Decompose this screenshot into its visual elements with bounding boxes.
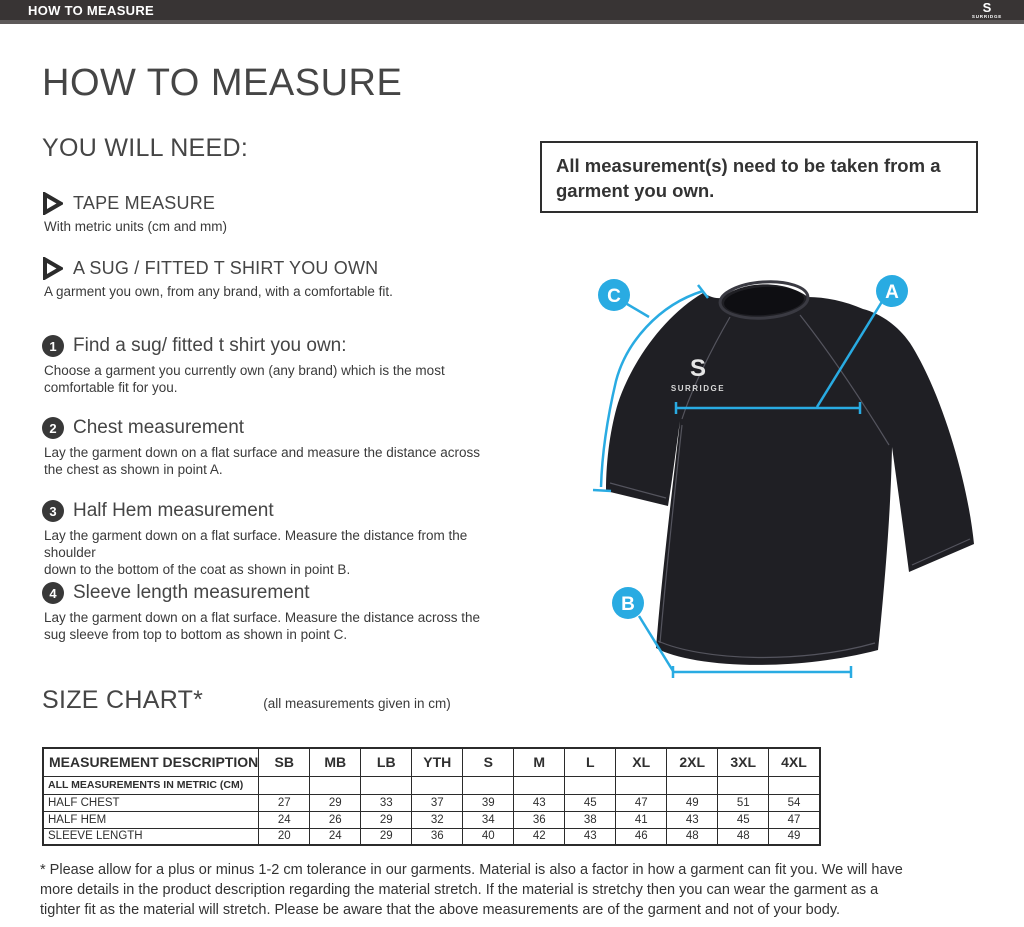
empty-cell: [259, 776, 310, 794]
empty-cell: [616, 776, 667, 794]
table-row: [43, 811, 820, 828]
size-chart-subheading: (all measurements given in cm): [263, 696, 451, 711]
row-label: HALF CHEST: [43, 794, 259, 811]
cell-value: 47: [769, 811, 820, 828]
need-item-shirt: [42, 257, 393, 299]
need-item-tape-measure: [42, 192, 227, 234]
surridge-logo-icon: [962, 1, 1012, 25]
step-title: Find a sug/ fitted t shirt you own:: [73, 335, 347, 356]
column-header: MEASUREMENT DESCRIPTION: [43, 748, 259, 776]
footnote: [40, 860, 1020, 920]
step-description-line: Lay the garment down on a flat surface. Measure the distance across the: [44, 610, 480, 625]
column-header: 3XL: [718, 748, 769, 776]
page-title: HOW TO MEASURE: [42, 62, 403, 104]
step-description-line: comfortable fit for you.: [44, 380, 178, 395]
column-header: YTH: [412, 748, 463, 776]
cell-value: 39: [463, 794, 514, 811]
empty-cell: [412, 776, 463, 794]
step-description-line: Lay the garment down on a flat surface and measure the distance across: [44, 445, 481, 460]
column-header: M: [514, 748, 565, 776]
column-header: L: [565, 748, 616, 776]
footnote-line: * Please allow for a plus or minus 1-2 cm tolerance in our garments. Material is also a factor in how a garment can fit you. We will have: [40, 862, 903, 878]
cell-value: 20: [259, 828, 310, 845]
need-item-description: A garment you own, from any brand, with a comfortable fit.: [44, 284, 393, 299]
step-number-badge: 1: [42, 335, 64, 357]
shirt-logo-mark: S: [689, 355, 707, 382]
step-description-line: Lay the garment down on a flat surface. Measure the distance from the shoulder: [44, 528, 468, 560]
cell-value: 40: [463, 828, 514, 845]
step-number-badge: 2: [42, 417, 64, 439]
measure-diagram: [570, 243, 1010, 693]
table-row: [43, 828, 820, 845]
point-b-label: B: [621, 594, 635, 615]
need-item-label: A SUG / FITTED T SHIRT YOU OWN: [73, 258, 379, 278]
cell-value: 42: [514, 828, 565, 845]
cell-value: 27: [259, 794, 310, 811]
cell-value: 49: [667, 794, 718, 811]
top-bar: [0, 0, 1024, 24]
step-description-line: sug sleeve from top to bottom as shown in point C.: [44, 627, 348, 642]
empty-cell: [565, 776, 616, 794]
surridge-logo-wordmark: SURRIDGE: [971, 14, 1003, 19]
empty-cell: [514, 776, 565, 794]
cell-value: 37: [412, 794, 463, 811]
pointer-line-c: [627, 304, 649, 317]
cell-value: 46: [616, 828, 667, 845]
cell-value: 45: [718, 811, 769, 828]
step-title: Chest measurement: [73, 417, 245, 438]
cell-value: 43: [514, 794, 565, 811]
cell-value: 36: [412, 828, 463, 845]
callout-line: All measurement(s) need to be taken from a: [556, 155, 941, 176]
empty-cell: [769, 776, 820, 794]
step-number-badge: 3: [42, 500, 64, 522]
triangle-bullet-icon: [42, 192, 63, 215]
column-header: 4XL: [769, 748, 820, 776]
top-bar-title: HOW TO MEASURE: [28, 2, 155, 18]
cell-value: 45: [565, 794, 616, 811]
cell-value: 34: [463, 811, 514, 828]
cell-value: 48: [718, 828, 769, 845]
size-chart-table: [42, 747, 821, 846]
footnote-line: tighter fit as the material will stretch. Please be aware that the above measurements are of the garment and not of your body.: [40, 902, 841, 918]
table-note-row: [43, 776, 820, 794]
column-header: LB: [361, 748, 412, 776]
cell-value: 51: [718, 794, 769, 811]
column-header: SB: [259, 748, 310, 776]
cell-value: 43: [565, 828, 616, 845]
empty-cell: [667, 776, 718, 794]
shirt-logo-wordmark: SURRIDGE: [670, 384, 726, 393]
step-1: [42, 335, 522, 396]
note-cell: ALL MEASUREMENTS IN METRIC (CM): [43, 776, 259, 794]
need-item-description: With metric units (cm and mm): [44, 219, 228, 234]
cell-value: 43: [667, 811, 718, 828]
row-label: HALF HEM: [43, 811, 259, 828]
empty-cell: [361, 776, 412, 794]
cell-value: 47: [616, 794, 667, 811]
cell-value: 29: [310, 794, 361, 811]
step-4: [42, 582, 522, 643]
cell-value: 49: [769, 828, 820, 845]
column-header: XL: [616, 748, 667, 776]
table-header-row: [43, 748, 820, 776]
cell-value: 24: [259, 811, 310, 828]
point-a-label: A: [885, 282, 899, 303]
cell-value: 41: [616, 811, 667, 828]
empty-cell: [463, 776, 514, 794]
cell-value: 48: [667, 828, 718, 845]
footnote-line: more details in the product description regarding the material stretch. If the material is stretchy then you can wear the garment as a: [40, 882, 879, 898]
step-2: [42, 417, 522, 478]
need-item-label: TAPE MEASURE: [73, 193, 216, 213]
callout-line: garment you own.: [556, 180, 715, 201]
size-chart-heading: SIZE CHART*: [42, 686, 204, 714]
step-3: [42, 500, 522, 578]
step-title: Sleeve length measurement: [73, 582, 310, 603]
column-header: 2XL: [667, 748, 718, 776]
cell-value: 36: [514, 811, 565, 828]
step-description-line: Choose a garment you currently own (any brand) which is the most: [44, 363, 445, 378]
cell-value: 26: [310, 811, 361, 828]
step-number-badge: 4: [42, 582, 64, 604]
table-row: [43, 794, 820, 811]
empty-cell: [310, 776, 361, 794]
tshirt-silhouette: [606, 284, 974, 665]
cell-value: 38: [565, 811, 616, 828]
column-header: S: [463, 748, 514, 776]
surridge-logo-mark: S: [982, 0, 992, 15]
step-title: Half Hem measurement: [73, 500, 274, 521]
column-header: MB: [310, 748, 361, 776]
you-will-need-heading: YOU WILL NEED:: [42, 134, 249, 162]
row-label: SLEEVE LENGTH: [43, 828, 259, 845]
cell-value: 33: [361, 794, 412, 811]
cell-value: 29: [361, 811, 412, 828]
cell-value: 24: [310, 828, 361, 845]
triangle-bullet-icon: [42, 257, 63, 280]
cell-value: 32: [412, 811, 463, 828]
callout-box: [540, 141, 978, 213]
point-c-label: C: [607, 286, 621, 307]
empty-cell: [718, 776, 769, 794]
cell-value: 54: [769, 794, 820, 811]
step-description-line: down to the bottom of the coat as shown in point B.: [44, 562, 351, 577]
step-description-line: the chest as shown in point A.: [44, 462, 223, 477]
cell-value: 29: [361, 828, 412, 845]
